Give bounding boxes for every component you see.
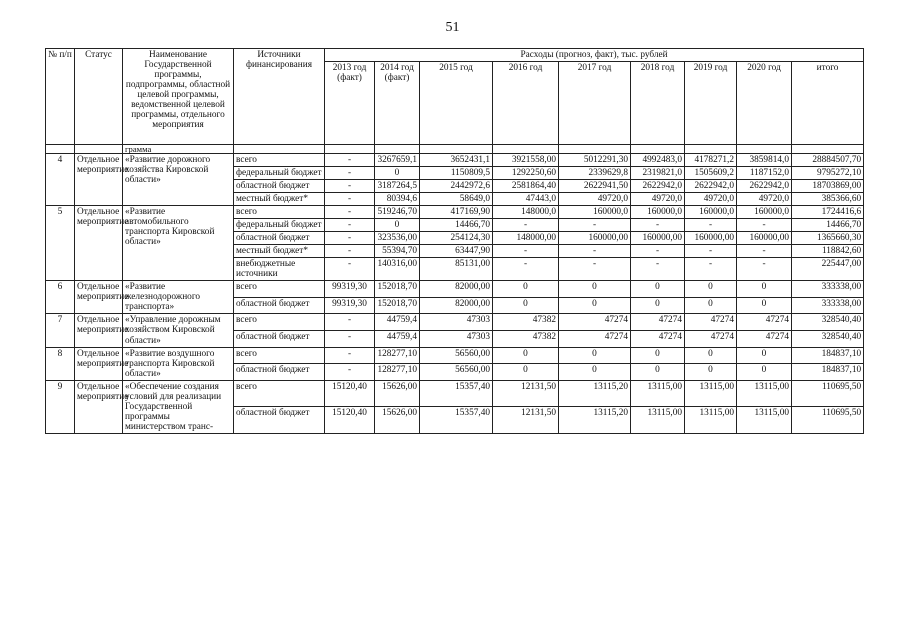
- group-status: Отдельное мероприятие: [75, 380, 123, 433]
- value-cell: -: [685, 258, 737, 281]
- value-cell: -: [325, 206, 375, 219]
- value-cell: 82000,00: [420, 297, 493, 314]
- value-cell: 328540,40: [792, 330, 864, 347]
- value-cell: 15357,40: [420, 380, 493, 407]
- value-cell: 47274: [631, 330, 685, 347]
- group-num: 5: [46, 206, 75, 281]
- value-cell: 0: [631, 347, 685, 364]
- value-cell: 47274: [631, 314, 685, 331]
- header-expenses: Расходы (прогноз, факт), тыс. рублей: [325, 49, 864, 62]
- value-cell: 128277,10: [375, 364, 420, 381]
- table-row: [46, 380, 864, 407]
- header-source: Источники финансирования: [234, 49, 325, 145]
- value-cell: 160000,0: [559, 206, 631, 219]
- funding-source: местный бюджет*: [234, 245, 325, 258]
- value-cell: 4178271,2: [685, 154, 737, 167]
- value-cell: 519246,70: [375, 206, 420, 219]
- funding-source: областной бюджет: [234, 407, 325, 434]
- funding-source: всего: [234, 281, 325, 298]
- value-cell: 0: [631, 281, 685, 298]
- value-cell: 47443,0: [493, 193, 559, 206]
- value-cell: 13115,00: [737, 380, 792, 407]
- value-cell: 1365660,30: [792, 232, 864, 245]
- value-cell: 44759,4: [375, 314, 420, 331]
- value-cell: 0: [493, 364, 559, 381]
- value-cell: 13115,00: [737, 407, 792, 434]
- value-cell: 0: [737, 364, 792, 381]
- funding-source: федеральный бюджет: [234, 219, 325, 232]
- value-cell: -: [325, 193, 375, 206]
- value-cell: 140316,00: [375, 258, 420, 281]
- funding-source: всего: [234, 154, 325, 167]
- value-cell: 1505609,2: [685, 167, 737, 180]
- value-cell: 13115,20: [559, 380, 631, 407]
- value-cell: 160000,0: [737, 206, 792, 219]
- value-cell: -: [737, 245, 792, 258]
- header-year: 2014 год (факт): [375, 62, 420, 145]
- funding-source: всего: [234, 206, 325, 219]
- value-cell: 47303: [420, 314, 493, 331]
- table-row: [46, 314, 864, 331]
- expenses-table: [45, 48, 864, 434]
- value-cell: 110695,50: [792, 407, 864, 434]
- value-cell: 13115,00: [685, 407, 737, 434]
- group-name: «Развитие воздушного транспорта Кировской области»: [123, 347, 234, 380]
- value-cell: 4992483,0: [631, 154, 685, 167]
- value-cell: 47274: [737, 330, 792, 347]
- table-row: [46, 347, 864, 364]
- value-cell: 55394,70: [375, 245, 420, 258]
- value-cell: 0: [493, 297, 559, 314]
- value-cell: 44759,4: [375, 330, 420, 347]
- value-cell: 148000,0: [493, 206, 559, 219]
- value-cell: 18703869,00: [792, 180, 864, 193]
- group-status: Отдельное мероприятие: [75, 347, 123, 380]
- value-cell: 128277,10: [375, 347, 420, 364]
- header-year: 2017 год: [559, 62, 631, 145]
- group-name: «Развитие дорожного хозяйства Кировской области»: [123, 154, 234, 206]
- group-name: «Обеспечение создания условий для реализации Государственной программы министерством транс-: [123, 380, 234, 433]
- value-cell: 1187152,0: [737, 167, 792, 180]
- table-row: [46, 154, 864, 167]
- value-cell: -: [493, 258, 559, 281]
- table-row: [46, 281, 864, 298]
- value-cell: -: [325, 219, 375, 232]
- funding-source: всего: [234, 347, 325, 364]
- value-cell: 323536,00: [375, 232, 420, 245]
- group-name: «Развитие железнодорожного транспорта»: [123, 281, 234, 314]
- value-cell: 0: [685, 364, 737, 381]
- value-cell: 3921558,00: [493, 154, 559, 167]
- value-cell: 9795272,10: [792, 167, 864, 180]
- value-cell: 47382: [493, 314, 559, 331]
- value-cell: -: [493, 219, 559, 232]
- value-cell: -: [325, 258, 375, 281]
- value-cell: 5012291,30: [559, 154, 631, 167]
- value-cell: 2442972,6: [420, 180, 493, 193]
- value-cell: -: [631, 258, 685, 281]
- value-cell: 152018,70: [375, 281, 420, 298]
- value-cell: 12131,50: [493, 407, 559, 434]
- value-cell: -: [325, 245, 375, 258]
- value-cell: -: [631, 219, 685, 232]
- value-cell: 2622942,0: [631, 180, 685, 193]
- group-name: «Управление дорожным хозяйством Кировской области»: [123, 314, 234, 347]
- header-year: 2013 год (факт): [325, 62, 375, 145]
- value-cell: 152018,70: [375, 297, 420, 314]
- value-cell: 56560,00: [420, 364, 493, 381]
- value-cell: 15120,40: [325, 380, 375, 407]
- group-status: Отдельное мероприятие: [75, 314, 123, 347]
- value-cell: -: [325, 167, 375, 180]
- value-cell: 56560,00: [420, 347, 493, 364]
- funding-source: внебюджетные источники: [234, 258, 325, 281]
- value-cell: 0: [559, 297, 631, 314]
- group-status: Отдельное мероприятие: [75, 206, 123, 281]
- value-cell: 13115,00: [631, 380, 685, 407]
- value-cell: 47274: [559, 314, 631, 331]
- value-cell: 2319821,0: [631, 167, 685, 180]
- value-cell: -: [325, 347, 375, 364]
- value-cell: 99319,30: [325, 297, 375, 314]
- value-cell: 49720,0: [559, 193, 631, 206]
- funding-source: федеральный бюджет: [234, 167, 325, 180]
- value-cell: -: [325, 154, 375, 167]
- funding-source: областной бюджет: [234, 364, 325, 381]
- header-num: № п/п: [46, 49, 75, 145]
- value-cell: -: [559, 245, 631, 258]
- value-cell: 333338,00: [792, 281, 864, 298]
- value-cell: -: [737, 219, 792, 232]
- value-cell: 0: [493, 281, 559, 298]
- value-cell: 47274: [737, 314, 792, 331]
- value-cell: 160000,00: [631, 232, 685, 245]
- value-cell: 0: [559, 347, 631, 364]
- value-cell: -: [325, 314, 375, 331]
- value-cell: -: [325, 180, 375, 193]
- value-cell: 1150809,5: [420, 167, 493, 180]
- value-cell: 3652431,1: [420, 154, 493, 167]
- value-cell: -: [631, 245, 685, 258]
- value-cell: 160000,00: [559, 232, 631, 245]
- value-cell: 13115,00: [631, 407, 685, 434]
- value-cell: -: [559, 258, 631, 281]
- value-cell: 328540,40: [792, 314, 864, 331]
- value-cell: 0: [631, 297, 685, 314]
- value-cell: 85131,00: [420, 258, 493, 281]
- header-status: Статус: [75, 49, 123, 145]
- header-year: 2020 год: [737, 62, 792, 145]
- group-num: 9: [46, 380, 75, 433]
- group-status: Отдельное мероприятие: [75, 154, 123, 206]
- continuation-text: грамма: [123, 145, 234, 154]
- group-num: 4: [46, 154, 75, 206]
- value-cell: 0: [559, 364, 631, 381]
- value-cell: -: [325, 364, 375, 381]
- value-cell: 333338,00: [792, 297, 864, 314]
- value-cell: 2339629,8: [559, 167, 631, 180]
- value-cell: 184837,10: [792, 347, 864, 364]
- page-number: 51: [445, 20, 460, 35]
- value-cell: 184837,10: [792, 364, 864, 381]
- value-cell: 3267659,1: [375, 154, 420, 167]
- value-cell: 15120,40: [325, 407, 375, 434]
- funding-source: областной бюджет: [234, 297, 325, 314]
- value-cell: 0: [685, 347, 737, 364]
- value-cell: 58649,0: [420, 193, 493, 206]
- value-cell: 118842,60: [792, 245, 864, 258]
- value-cell: 2622942,0: [737, 180, 792, 193]
- funding-source: местный бюджет*: [234, 193, 325, 206]
- value-cell: 0: [631, 364, 685, 381]
- group-status: Отдельное мероприятие: [75, 281, 123, 314]
- table-row: [46, 206, 864, 219]
- value-cell: -: [685, 219, 737, 232]
- group-num: 7: [46, 314, 75, 347]
- value-cell: 385366,60: [792, 193, 864, 206]
- header-year: 2019 год: [685, 62, 737, 145]
- value-cell: 49720,0: [685, 193, 737, 206]
- group-num: 8: [46, 347, 75, 380]
- value-cell: 160000,00: [737, 232, 792, 245]
- value-cell: -: [685, 245, 737, 258]
- value-cell: 49720,0: [737, 193, 792, 206]
- value-cell: 49720,0: [631, 193, 685, 206]
- value-cell: 82000,00: [420, 281, 493, 298]
- value-cell: 28884507,70: [792, 154, 864, 167]
- value-cell: 417169,90: [420, 206, 493, 219]
- value-cell: 3187264,5: [375, 180, 420, 193]
- value-cell: -: [493, 245, 559, 258]
- value-cell: -: [559, 219, 631, 232]
- value-cell: 0: [685, 281, 737, 298]
- value-cell: -: [325, 330, 375, 347]
- value-cell: 15357,40: [420, 407, 493, 434]
- value-cell: 254124,30: [420, 232, 493, 245]
- value-cell: 14466,70: [420, 219, 493, 232]
- value-cell: 47274: [685, 314, 737, 331]
- value-cell: 47303: [420, 330, 493, 347]
- value-cell: 0: [559, 281, 631, 298]
- value-cell: -: [325, 232, 375, 245]
- value-cell: 0: [737, 347, 792, 364]
- header-name: Наименование Государственной программы, подпрограммы, областной целевой программы, ведомственной целевой программы, отдельного мероприятия: [123, 49, 234, 145]
- value-cell: 0: [685, 297, 737, 314]
- value-cell: 47274: [559, 330, 631, 347]
- value-cell: 0: [375, 219, 420, 232]
- value-cell: 148000,00: [493, 232, 559, 245]
- value-cell: 15626,00: [375, 380, 420, 407]
- value-cell: 110695,50: [792, 380, 864, 407]
- value-cell: 12131,50: [493, 380, 559, 407]
- value-cell: 3859814,0: [737, 154, 792, 167]
- value-cell: -: [737, 258, 792, 281]
- value-cell: 13115,00: [685, 380, 737, 407]
- value-cell: 1292250,60: [493, 167, 559, 180]
- value-cell: 2622941,50: [559, 180, 631, 193]
- value-cell: 0: [375, 167, 420, 180]
- value-cell: 2581864,40: [493, 180, 559, 193]
- value-cell: 14466,70: [792, 219, 864, 232]
- value-cell: 0: [737, 297, 792, 314]
- value-cell: 47274: [685, 330, 737, 347]
- value-cell: 0: [737, 281, 792, 298]
- funding-source: областной бюджет: [234, 232, 325, 245]
- value-cell: 99319,30: [325, 281, 375, 298]
- value-cell: 0: [493, 347, 559, 364]
- value-cell: 225447,00: [792, 258, 864, 281]
- value-cell: 1724416,6: [792, 206, 864, 219]
- value-cell: 160000,00: [685, 232, 737, 245]
- group-name: «Развитие автомобильного транспорта Кировской области»: [123, 206, 234, 281]
- value-cell: 63447,90: [420, 245, 493, 258]
- header-year: итого: [792, 62, 864, 145]
- funding-source: областной бюджет: [234, 180, 325, 193]
- header-year: 2016 год: [493, 62, 559, 145]
- funding-source: всего: [234, 380, 325, 407]
- value-cell: 160000,0: [631, 206, 685, 219]
- value-cell: 160000,0: [685, 206, 737, 219]
- value-cell: 47382: [493, 330, 559, 347]
- header-year: 2018 год: [631, 62, 685, 145]
- group-num: 6: [46, 281, 75, 314]
- header-year: 2015 год: [420, 62, 493, 145]
- funding-source: областной бюджет: [234, 330, 325, 347]
- value-cell: 80394,6: [375, 193, 420, 206]
- value-cell: 15626,00: [375, 407, 420, 434]
- value-cell: 2622942,0: [685, 180, 737, 193]
- value-cell: 13115,20: [559, 407, 631, 434]
- funding-source: всего: [234, 314, 325, 331]
